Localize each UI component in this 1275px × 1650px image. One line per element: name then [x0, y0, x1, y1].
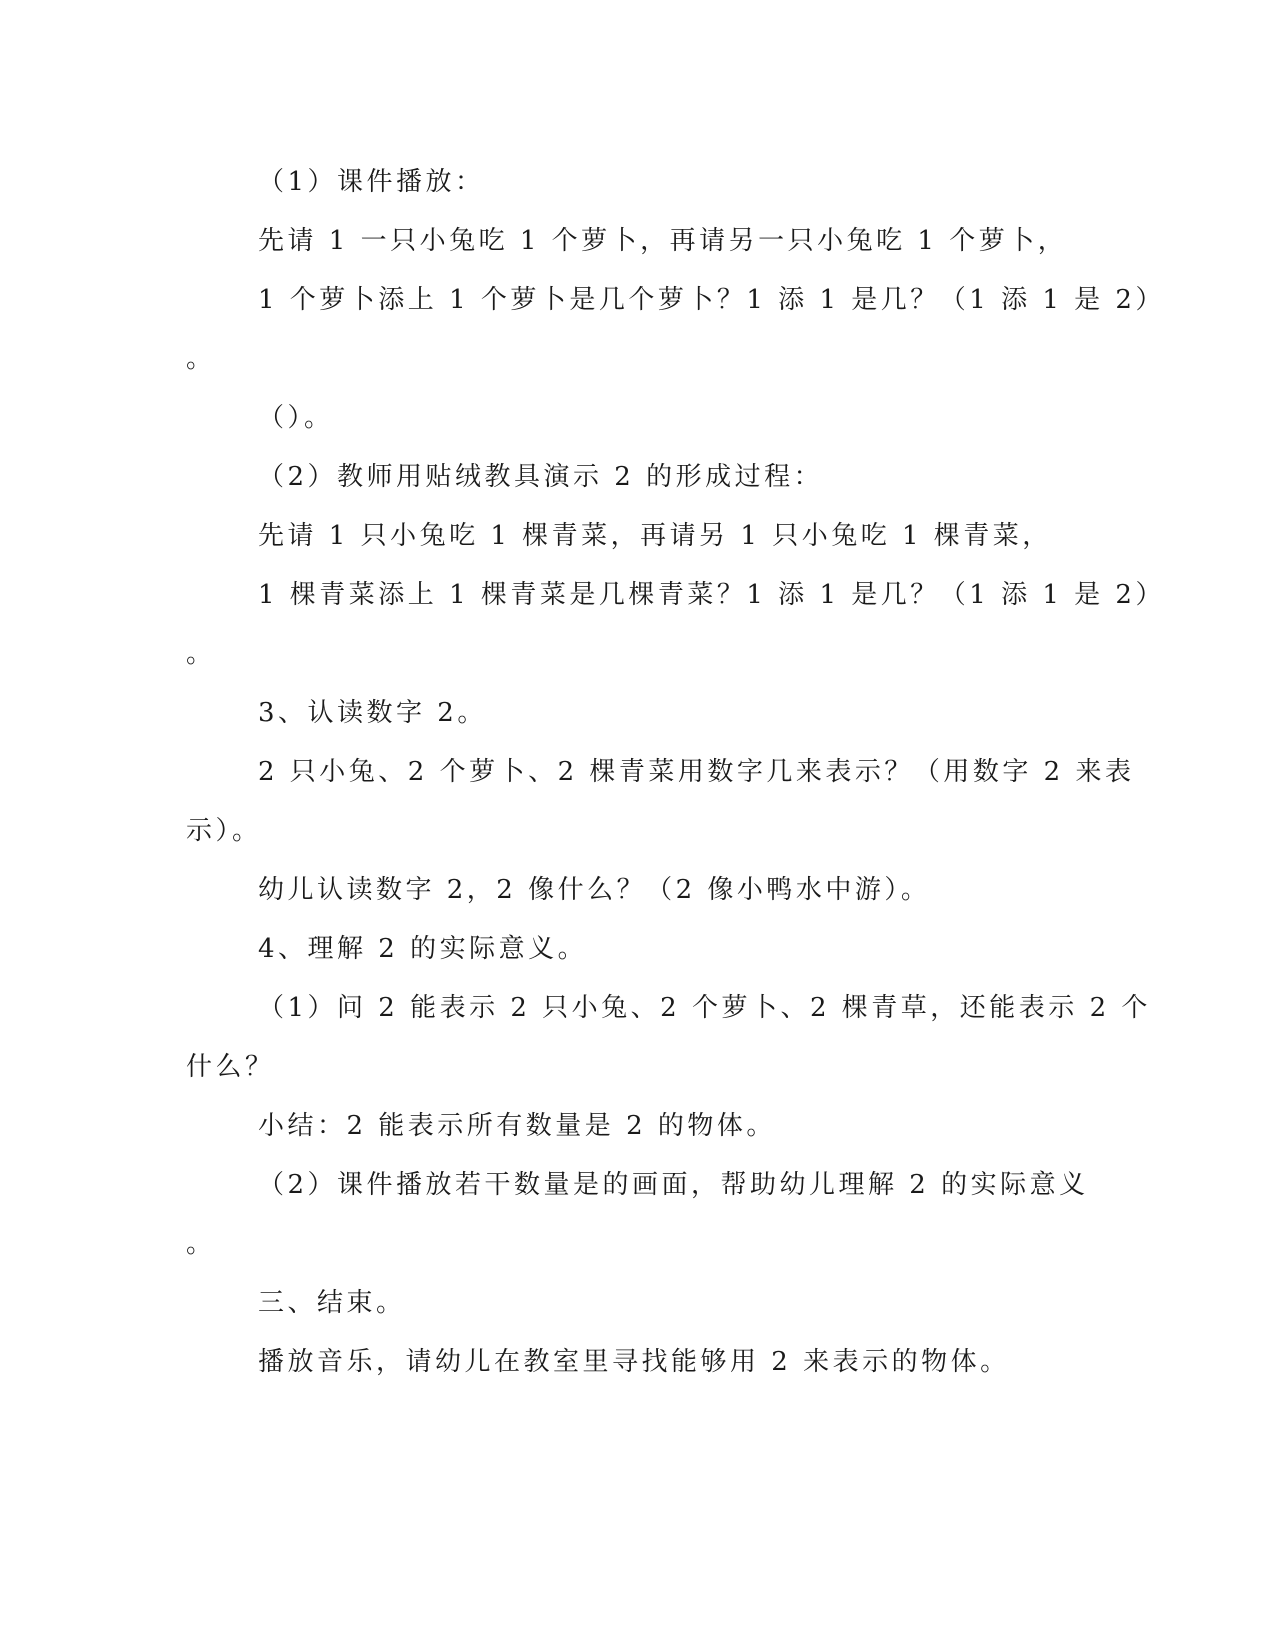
text-line: 示）。 — [186, 816, 262, 846]
text-line: （2）课件播放若干数量是的画面，帮助幼儿理解 2 的实际意义 — [258, 1170, 1089, 1200]
text-line: 三、结束。 — [258, 1288, 406, 1318]
text-line: （2）教师用贴绒教具演示 2 的形成过程： — [258, 462, 824, 492]
text-line: 。 — [186, 639, 216, 669]
text-line: 。 — [186, 344, 216, 374]
text-line: 幼儿认读数字 2，2 像什么？（2 像小鸭水中游）。 — [258, 875, 931, 905]
text-line: 1 棵青菜添上 1 棵青菜是几棵青菜？1 添 1 是几？（1 添 1 是 2） — [258, 580, 1165, 610]
text-line: 先请 1 只小兔吃 1 棵青菜，再请另 1 只小兔吃 1 棵青菜， — [258, 521, 1052, 551]
text-line: 2 只小兔、2 个萝卜、2 棵青菜用数字几来表示？（用数字 2 来表 — [258, 757, 1135, 787]
text-line: 4、理解 2 的实际意义。 — [258, 934, 588, 964]
text-line: 。 — [186, 1229, 216, 1259]
text-line: 什么？ — [186, 1052, 275, 1082]
text-line: （）。 — [258, 403, 334, 433]
text-line: （1）课件播放： — [258, 167, 485, 197]
text-line: 3、认读数字 2。 — [258, 698, 487, 728]
text-line: 小结：2 能表示所有数量是 2 的物体。 — [258, 1111, 776, 1141]
text-line: 1 个萝卜添上 1 个萝卜是几个萝卜？1 添 1 是几？（1 添 1 是 2） — [258, 285, 1165, 315]
text-line: （1）问 2 能表示 2 只小兔、2 个萝卜、2 棵青草，还能表示 2 个 — [258, 993, 1151, 1023]
text-line: 播放音乐，请幼儿在教室里寻找能够用 2 来表示的物体。 — [258, 1347, 1010, 1377]
text-line: 先请 1 一只小兔吃 1 个萝卜，再请另一只小兔吃 1 个萝卜， — [258, 226, 1068, 256]
